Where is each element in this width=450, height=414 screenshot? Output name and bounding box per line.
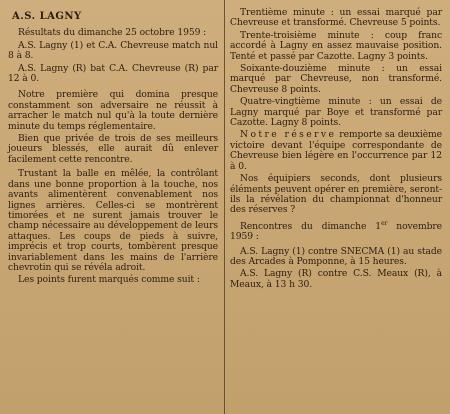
paragraph: Nos équipiers seconds, dont plusieurs éléments peuvent opérer en première, seront-ils la révélation du championnat d'honneur des réserves ? [230,173,442,216]
paragraph: Les points furent marqués comme suit : [18,274,200,286]
paragraph: A.S. Lagny (R) bat C.A. Chevreuse (R) par 12 à 0. [8,62,218,85]
article-title: A.S. LAGNY [12,11,82,22]
reserve-text: remporte sa deuxième victoire devant l'équipe correspondante de Chevreuse bien légère en l'occurrence par 12 à 0. [230,129,442,172]
paragraph: A.S. Lagny (1) et C.A. Chevreuse match nul 8 à 8. [8,39,218,62]
column-rule [224,0,225,414]
left-column [8,8,218,288]
paragraph [230,130,442,172]
fixture: A.S. Lagny (1) contre SNECMA (1) au stade des Arcades à Pomponne, à 15 heures. [230,245,442,267]
paragraph: Bien que privée de trois de ses meilleurs joueurs blessés, elle aurait dû enlever facilement cette rencontre. [8,133,218,165]
paragraph: Trustant la balle en mêlée, la contrôlant dans une bonne proportion à la touche, nos avants alimentèrent convenablement nos lignes arrières. Celles-ci se montrèrent timorées et ne surent jamais trouver le champ nécessaire au développement de leurs attaques. Les coups de pieds à suivre, imprécis et trop courts, tombèrent presque invariablement dans les mains de l'arrière chevrotin qui se révéla adroit. [8,168,218,273]
paragraph: Trente-troisième minute : coup franc accordé à Lagny en assez mauvaise position. Tenté et passé par Cazotte. Lagny 3 points. [230,29,442,62]
fixtures-heading: Rencontres du dimanche 1er novembre 1959 : [230,219,442,243]
right-column [230,8,442,292]
paragraph: Soixante-douzième minute : un essai marqué par Chevreuse, non transformé. Chevreuse 8 points. [230,63,442,95]
fixture: A.S. Lagny (R) contre C.S. Meaux (R), à Meaux, à 13 h 30. [230,268,442,290]
paragraph: Trentième minute : un essai marqué par Chevreuse et transformé. Chevreuse 5 points. [230,7,442,29]
reserve-lead: Notre réserve [240,129,337,141]
paragraph: Quatre-vingtième minute : un essai de Lagny marqué par Boye et transformé par Cazotte. Lagny 8 points. [230,96,442,129]
paragraph: Résultats du dimanche 25 octobre 1959 : [18,27,207,39]
paragraph: Notre première qui domina presque constamment son adversaire ne réussit à arracher le match nul qu'à la toute dernière minute du temps réglementaire. [8,89,218,132]
